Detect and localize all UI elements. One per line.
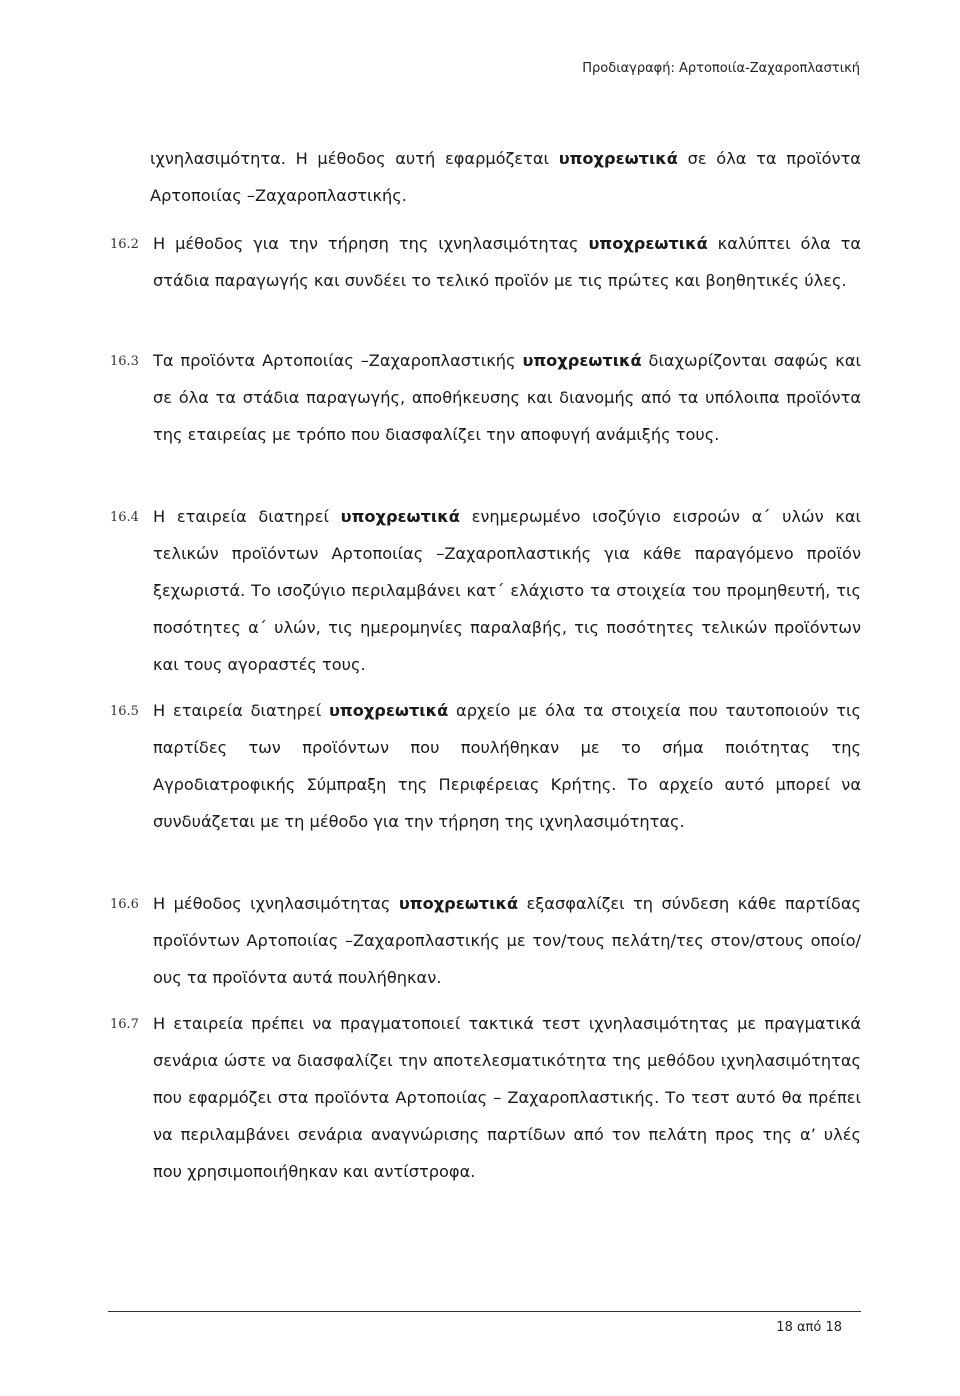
page-header: Προδιαγραφή: Αρτοποιία-Ζαχαροπλαστική: [582, 61, 860, 76]
clause-text: Τα προϊόντα Αρτοποιίας –Ζαχαροπλαστικής υποχρεωτικά διαχωρίζονται σαφώς και σε όλα τα στάδια παραγωγής, αποθήκευσης και διανομής από τα υπόλοιπα προϊόντα της εταιρείας με τρόπο που διασφαλίζει την αποφυγή ανάμιξής τους.: [153, 351, 861, 444]
continuation-paragraph: ιχνηλασιμότητα. Η μέθοδος αυτή εφαρμόζεται υποχρεωτικά σε όλα τα προϊόντα Αρτοποιίας –Ζαχαροπλαστικής.: [150, 149, 861, 205]
clause-number: 16.5: [110, 704, 139, 719]
clause-text: Η μέθοδος ιχνηλασιμότητας υποχρεωτικά εξασφαλίζει τη σύνδεση κάθε παρτίδας προϊόντων Αρτοποιίας –Ζαχαροπλαστικής με τον/τους πελάτη/τες στον/στους οποίο/ους τα προϊόντα αυτά πουλήθηκαν.: [153, 894, 862, 987]
clause-text: Η εταιρεία διατηρεί υποχρεωτικά ενημερωμένο ισοζύγιο εισροών α΄ υλών και τελικών προϊόντων Αρτοποιίας –Ζαχαροπλαστικής για κάθε παραγόμενο προϊόν ξεχωριστά. Το ισοζύγιο περιλαμβάνει κατ΄ ελάχιστο τα στοιχεία του προμηθευτή, τις ποσότητες α΄ υλών, τις ημερομηνίες παραλαβής, τις ποσότητες τελικών προϊόντων και τους αγοραστές τους.: [153, 507, 861, 674]
clause-number: 16.4: [110, 510, 139, 525]
page-number: 18 από 18: [776, 1320, 842, 1335]
clause-number: 16.6: [110, 897, 139, 912]
clause-16-3: [110, 342, 861, 453]
clause-text: Η μέθοδος για την τήρηση της ιχνηλασιμότητας υποχρεωτικά καλύπτει όλα τα στάδια παραγωγής και συνδέει το τελικό προϊόν με τις πρώτες και βοηθητικές ύλες.: [153, 234, 861, 290]
clause-text: Η εταιρεία διατηρεί υποχρεωτικά αρχείο με όλα τα στοιχεία που ταυτοποιούν τις παρτίδες των προϊόντων που πουλήθηκαν με το σήμα ποιότητας της Αγροδιατροφικής Σύμπραξη της Περιφέρειας Κρήτης. Το αρχείο αυτό μπορεί να συνδυάζεται με τη μέθοδο για την τήρηση της ιχνηλασιμότητας.: [153, 701, 861, 831]
footer-divider: [108, 1311, 861, 1312]
clause-16-2: [110, 225, 861, 299]
clause-text: Η εταιρεία πρέπει να πραγματοποιεί τακτικά τεστ ιχνηλασιμότητας με πραγματικά σενάρια ώστε να διασφαλίζει την αποτελεσματικότητα της μεθόδου ιχνηλασιμότητας που εφαρμόζει στα προϊόντα Αρτοποιίας – Ζαχαροπλαστικής. Το τεστ αυτό θα πρέπει να περιλαμβάνει σενάρια αναγνώρισης παρτίδων από τον πελάτη προς της α’ υλές που χρησιμοποιήθηκαν και αντίστροφα.: [153, 1014, 861, 1181]
clause-16-5: [110, 692, 861, 840]
clause-number: 16.3: [110, 354, 139, 369]
clause-16-4: [110, 498, 861, 683]
clause-number: 16.2: [110, 237, 139, 252]
clause-16-7: [110, 1005, 861, 1190]
clause-number: 16.7: [110, 1017, 139, 1032]
clause-16-6: [110, 885, 861, 996]
